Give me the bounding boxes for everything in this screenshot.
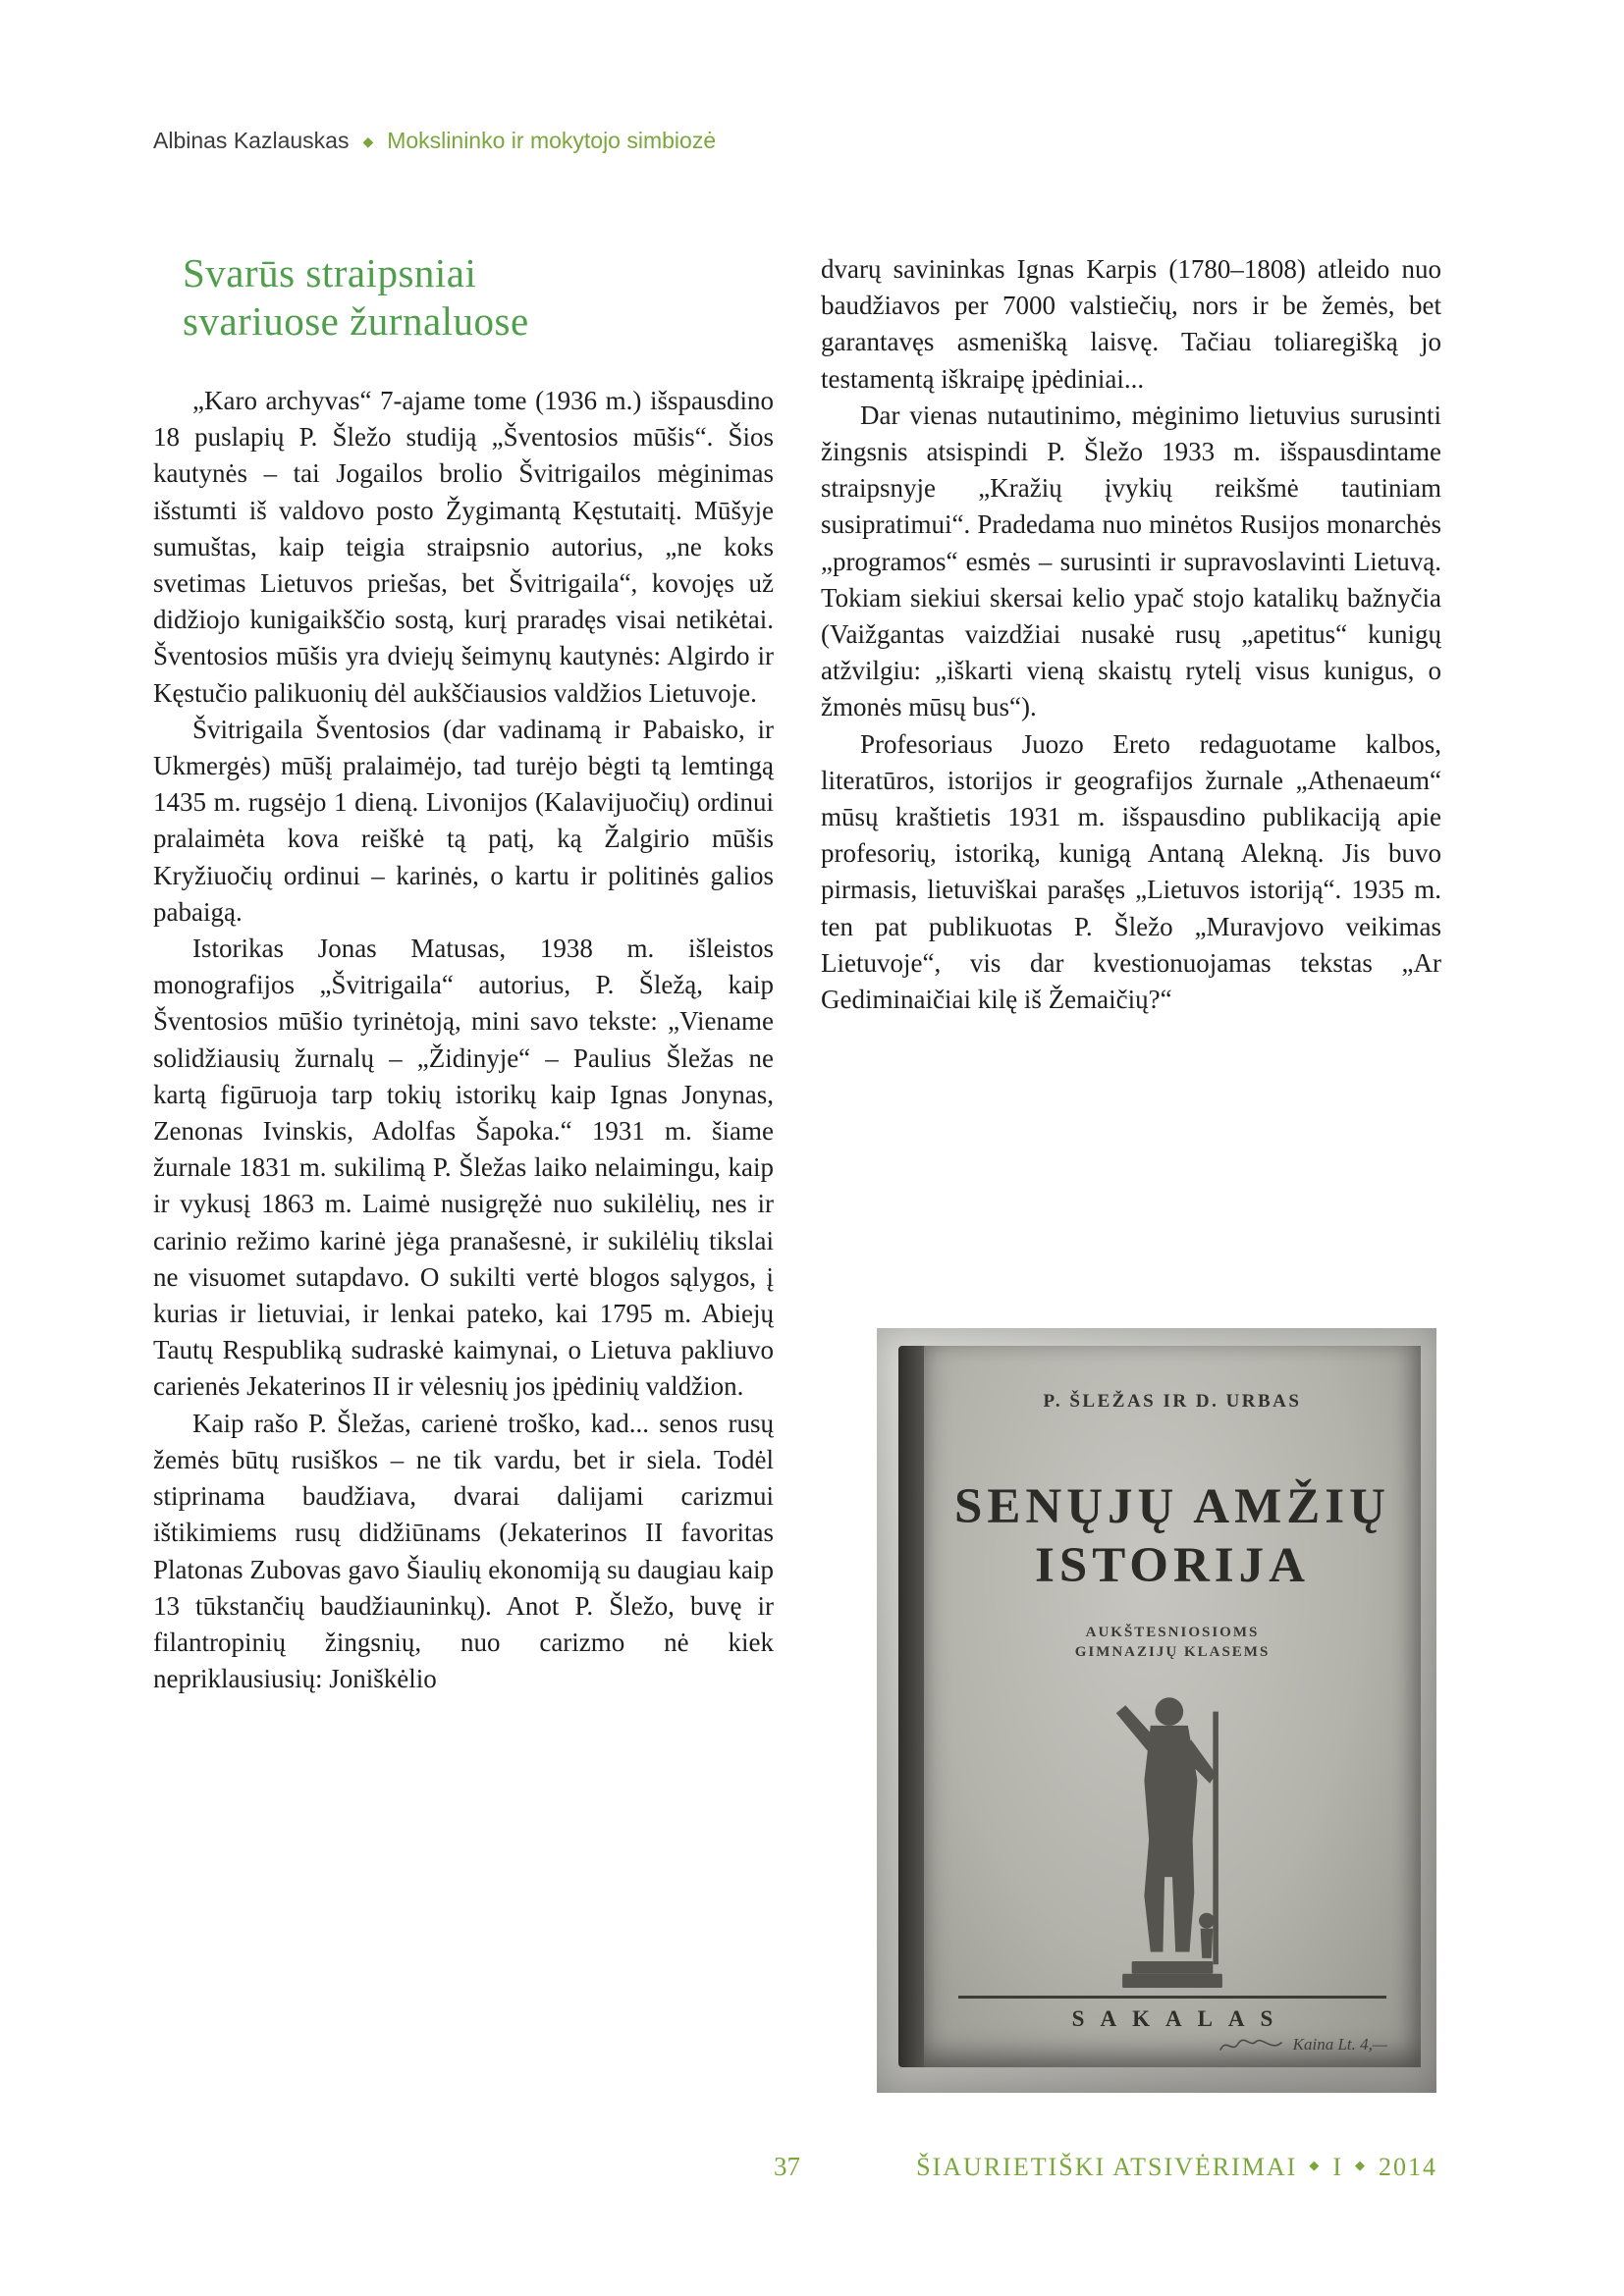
right-column [821, 251, 1441, 1018]
book-price: Kaina Lt. 4,— [1292, 2035, 1387, 2054]
book-bottom-band [924, 1996, 1421, 2075]
diamond-separator-icon: ◆ [1309, 2158, 1322, 2172]
book-price-row [924, 2034, 1421, 2056]
page-footer [774, 2152, 1437, 2182]
paragraph: Dar vienas nutautinimo, mėginimo lietuvius surusinti žingsnis atsispindi P. Šležo 1933 m. išspausdintame straipsnyje „Kražių įvykių reikšmė tautiniam susipratimui“. Pradedama nuo minėtos Rusijos monarchės „programos“ esmės – surusinti ir supravoslavinti Lietuvą. Tokiam siekiui skersai kelio ypač stojo katalikų bažnyčia (Vaižgantas vaizdžiai nusakė rusų „apetitus“ kunigų atžvilgiu: „iškarti vieną skaistų rytelį visus kunigus, o žmonės mūsų bus“). [821, 400, 1441, 722]
section-heading-line2: svariuose žurnaluose [183, 298, 529, 344]
book-title-line1: SENŲJŲ AMŽIŲ [954, 1479, 1390, 1534]
book-title [954, 1477, 1390, 1595]
book-subtitle [1075, 1623, 1271, 1662]
page-number: 37 [774, 2152, 800, 2181]
header-author: Albinas Kazlauskas [153, 128, 350, 153]
book-spine [898, 1346, 924, 2067]
book-title-line2: ISTORIJA [1035, 1538, 1310, 1593]
footer-journal-line [916, 2153, 1437, 2182]
diamond-separator-icon: ◆ [1355, 2158, 1367, 2172]
footer-journal-name: ŠIAURIETIŠKI ATSIVĖRIMAI [916, 2153, 1298, 2181]
book-publisher: SAKALAS [1071, 2006, 1289, 2031]
running-header [153, 128, 716, 154]
paragraph: Profesoriaus Juozo Ereto redaguotame kalbos, literatūros, istorijos ir geografijos žurnale „Athenaeum“ mūsų kraštietis 1931 m. išspausdino publikaciją apie profesorių, istoriką, kunigą Antaną Alekną. Jis buvo pirmasis, lietuviškai parašęs „Lietuvos istoriją“. 1935 m. ten pat publikuotas P. Šležo „Muravjovo veikimas Lietuvoje“, vis dar kvestionuojamas tekstas „Ar Gediminaičiai kilę iš Žemaičių?“ [821, 728, 1441, 1015]
paragraph: „Karo archyvas“ 7-ajame tome (1936 m.) išspausdino 18 puslapių P. Šležo studiją „Šventosios mūšis“. Šios kautynės – tai Jogailos brolio Švitrigailos mėginimas išstumti iš valdovo posto Žygimantą Kęstutaitį. Mūšyje sumuštas, kaip teigia straipsnio autorius, „ne koks svetimas Lietuvos priešas, bet Švitrigaila“, kovojęs už didžiojo kunigaikščio sostą, kurį praradęs visai netikėtai. Šventosios mūšis yra dviejų šeimynų kautynės: Algirdo ir Kęstučio palikuonių dėl aukščiausios valdžios Lietuvoje. [153, 386, 774, 708]
section-heading [183, 249, 529, 346]
book-subtitle-line2: GIMNAZIJŲ KLASEMS [1074, 1644, 1271, 1660]
paragraph: dvarų savininkas Ignas Karpis (1780–1808) atleido nuo baudžiavos per 7000 valstiečių, nors ir be žemės, bet garantavęs asmenišką laisvę. Tačiau toliaregišką jo testamentą iškraipę įpėdiniai... [821, 254, 1441, 394]
section-heading-line1: Svarūs straipsniai [183, 250, 477, 295]
book-authors: P. ŠLEŽAS IR D. URBAS [1043, 1391, 1302, 1412]
statue-figure-icon [1074, 1683, 1271, 1996]
book-cover-photo [877, 1328, 1436, 2093]
paragraph: Švitrigaila Šventosios (dar vadinamą ir Pabaisko, ir Ukmergės) mūšį pralaimėjo, tad turėjo bėgti tą lemtingą 1435 m. rugsėjo 1 dieną. Livonijos (Kalavijuočių) ordinui pralaimėta kova reiškė tą patį, ką Žalgirio mūšis Kryžiuočių ordinui – karinės, o kartu ir politinės galios pabaigą. [153, 714, 774, 927]
left-column [153, 383, 774, 1697]
paragraph: Kaip rašo P. Šležas, carienė troško, kad... senos rusų žemės būtų rusiškos – ne tik vardu, bet ir siela. Todėl stiprinama baudžiava, dvarai dalijami carizmui ištikimiems rusų didžiūnams (Jekaterinos II favoritas Platonas Zubovas gavo Šiaulių ekonomiją su daugiau kaip 13 tūkstančių baudžiauninkų). Anot P. Šležo, buvę ir filantropinių žingsnių, nuo carizmo nė kiek nepriklausiusių: Joniškėlio [153, 1408, 774, 1694]
paragraph: Istorikas Jonas Matusas, 1938 m. išleistos monografijos „Švitrigaila“ autorius, P. Šležą, kaip Šventosios mūšio tyrinėtoją, mini savo tekste: „Viename solidžiausių žurnalų – „Židinyje“ – Paulius Šležas ne kartą figūruoja tarp tokių istorikų kaip Ignas Jonynas, Zenonas Ivinskis, Adolfas Šapoka.“ 1931 m. šiame žurnale 1831 m. sukilimą P. Šležas laiko nelaimingu, kaip ir vykusį 1863 m. Laimė nusigręžė nuo sukilėlių, nes ir carinio režimo karinė jėga pranašesnė, ir sukilėlių tikslai ne visuomet sutapdavo. O sukilti vertė blogos sąlygos, į kurias ir lietuviai, ir lenkai pateko, kai 1795 m. Abiejų Tautų Respubliką sudraskė kaimynai, o Lietuva pakliuvo carienės Jekaterinos II ir vėlesnių jos įpėdinių valdžion. [153, 934, 774, 1402]
book-subtitle-line1: AUKŠTESNIOSIOMS [1085, 1625, 1260, 1640]
diamond-separator-icon: ◆ [362, 133, 374, 149]
statue-illustration [1074, 1683, 1271, 1996]
footer-year: 2014 [1379, 2153, 1437, 2181]
book-cover [924, 1346, 1421, 2067]
horizontal-rule [958, 1996, 1385, 1999]
header-article-title: Mokslininko ir mokytojo simbiozė [387, 128, 717, 153]
handwritten-signature-icon [1217, 2034, 1285, 2056]
footer-issue: I [1332, 2153, 1343, 2181]
